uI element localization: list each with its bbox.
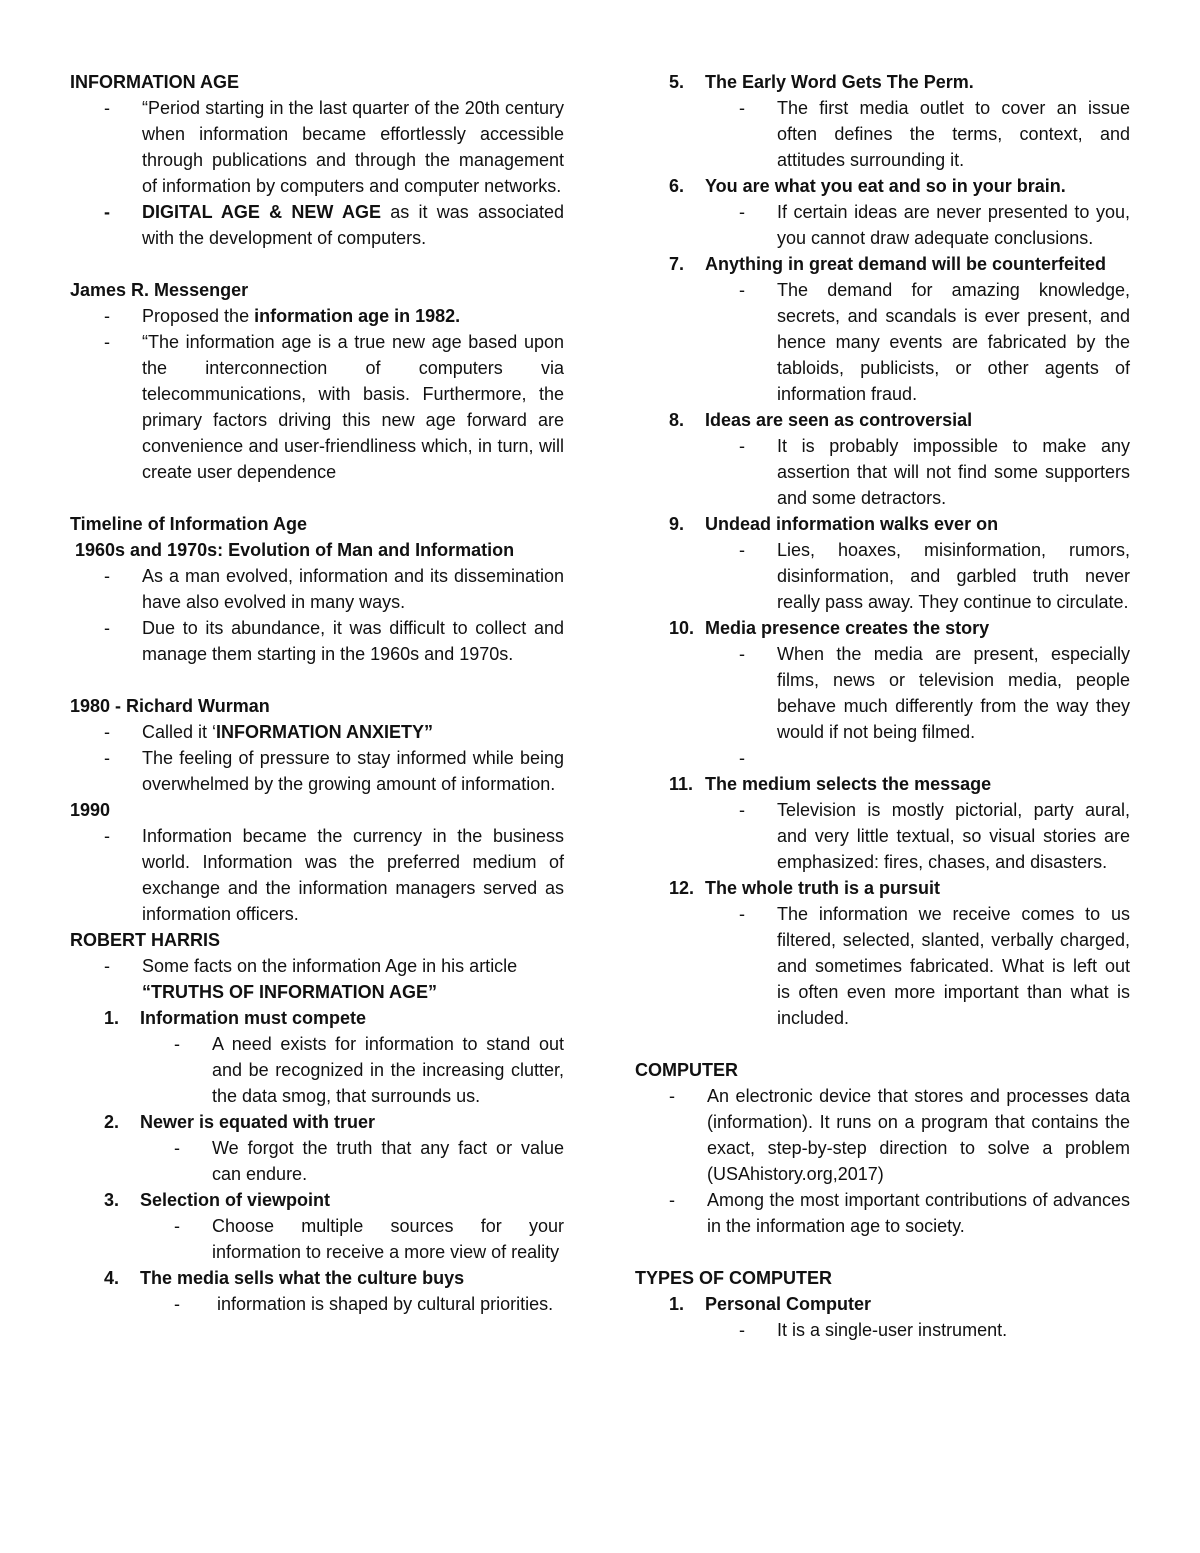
list-item (70, 1135, 564, 1187)
truth-title: The whole truth is a pursuit (705, 878, 941, 898)
truth-number: 5. (669, 72, 685, 92)
truth-description: The first media outlet to cover an issue often defines the terms, context, and attitudes surrounding it. (777, 98, 1130, 170)
type-number: 1. (669, 1294, 685, 1314)
messenger-heading: James R. Messenger (70, 280, 249, 300)
truth-number: 10. (669, 618, 695, 638)
dash-marker: - (174, 1138, 180, 1158)
messenger-quote: “The information age is a true new age based upon the interconnection of computers via telecommunications, with basis. Furthermore, the primary factors driving this new age forward are convenience and user-friendliness which, in turn, will create user dependence (142, 332, 564, 482)
messenger-proposal (142, 303, 564, 329)
wurman-called-it (142, 719, 564, 745)
wurman-heading: 1980 - Richard Wurman (70, 696, 270, 716)
truth-title: Selection of viewpoint (140, 1190, 331, 1210)
type-item (635, 1291, 1130, 1317)
truth-number: 3. (104, 1190, 120, 1210)
list-item (635, 199, 1130, 251)
truth-title: You are what you eat and so in your brain. (705, 176, 1066, 196)
wurman-definition: The feeling of pressure to stay informed while being overwhelmed by the growing amount of information. (142, 748, 564, 794)
truth-description: When the media are present, especially films, news or television media, people behave much differently from the way they would if not being filmed. (777, 644, 1130, 742)
truth-title: Undead information walks ever on (705, 514, 999, 534)
list-item (635, 641, 1130, 745)
dash-marker: - (104, 98, 110, 118)
list-item (70, 953, 564, 1005)
dash-marker: - (739, 748, 745, 768)
list-item (635, 1083, 1130, 1187)
truth-item (635, 875, 1130, 901)
dash-marker: - (104, 332, 110, 352)
digital-age-term: DIGITAL AGE & NEW AGE (142, 202, 381, 222)
truth-description: The information we receive comes to us filtered, selected, slanted, verbally charged, and sometimes fabricated. What is left out is often even more important than what is included. (777, 904, 1130, 1028)
dash-marker: - (669, 1086, 675, 1106)
info-age-alias (142, 199, 564, 251)
list-item (70, 563, 564, 615)
truth-description: If certain ideas are never presented to you, you cannot draw adequate conclusions. (777, 202, 1130, 248)
truth-description: A need exists for information to stand out and be recognized in the increasing clutter, the data smog, that surrounds us. (212, 1034, 564, 1106)
truth-item (635, 407, 1130, 433)
wurman-called-prefix: Called it ‘ (142, 722, 217, 742)
truth-title: The Early Word Gets The Perm. (705, 72, 974, 92)
info-age-heading: INFORMATION AGE (70, 72, 239, 92)
truth-title: Information must compete (140, 1008, 367, 1028)
list-item (635, 277, 1130, 407)
info-age-definition: “Period starting in the last quarter of the 20th century when information became effortlessly accessible through publications and through the management of information by computers and computer networks. (142, 98, 564, 196)
dash-marker: - (104, 748, 110, 768)
dash-marker: - (669, 1190, 675, 1210)
dash-marker: - (104, 826, 110, 846)
truth-description: The demand for amazing knowledge, secrets, and scandals is ever present, and hence many events are fabricated by the tabloids, publicists, or other agents of information fraud. (777, 280, 1130, 404)
truth-item (635, 771, 1130, 797)
timeline-bullet-2: Due to its abundance, it was difficult to collect and manage them starting in the 1960s and 1970s. (142, 618, 564, 664)
computer-definition: An electronic device that stores and processes data (information). It runs on a program that contains the exact, step-by-step direction to solve a problem (USAhistory.org,2017) (707, 1086, 1130, 1184)
truth-number: 12. (669, 878, 695, 898)
harris-heading: ROBERT HARRIS (70, 930, 221, 950)
year-1990-bullet: Information became the currency in the business world. Information was the preferred medium of exchange and the information managers served as information officers. (142, 826, 564, 924)
list-item (70, 745, 564, 797)
truth-number: 8. (669, 410, 685, 430)
list-item (635, 1317, 1130, 1343)
truth-item (70, 1265, 564, 1291)
truth-item (635, 173, 1130, 199)
dash-marker: - (739, 98, 745, 118)
harris-bullet (142, 953, 564, 1005)
list-item (635, 797, 1130, 875)
truth-item (635, 615, 1130, 641)
computer-contribution: Among the most important contributions of advances in the information age to society. (707, 1190, 1130, 1236)
types-heading: TYPES OF COMPUTER (635, 1268, 833, 1288)
truth-description: Lies, hoaxes, misinformation, rumors, disinformation, and garbled truth never really pass away. They continue to circulate. (777, 540, 1130, 612)
truth-number: 4. (104, 1268, 120, 1288)
spacer (635, 1031, 1130, 1057)
list-item (635, 537, 1130, 615)
list-item (635, 433, 1130, 511)
truth-item (70, 1109, 564, 1135)
timeline-heading: Timeline of Information Age (70, 514, 308, 534)
list-item (70, 199, 564, 251)
spacer (70, 667, 564, 693)
type-title: Personal Computer (705, 1294, 872, 1314)
dash-marker: - (739, 202, 745, 222)
dash-marker: - (104, 722, 110, 742)
truth-description: We forgot the truth that any fact or value can endure. (212, 1138, 564, 1184)
truth-title: Newer is equated with truer (140, 1112, 376, 1132)
list-item (70, 719, 564, 745)
right-column (635, 69, 1130, 1343)
truth-description: Television is mostly pictorial, party aural, and very little textual, so visual stories are emphasized: fires, chases, and disasters. (777, 800, 1130, 872)
truth-description: It is probably impossible to make any assertion that will not find some supporters and some detractors. (777, 436, 1130, 508)
dash-marker: - (739, 800, 745, 820)
truth-title: Ideas are seen as controversial (705, 410, 973, 430)
truth-title: The media sells what the culture buys (140, 1268, 465, 1288)
truth-item (70, 1187, 564, 1213)
truth-item (635, 511, 1130, 537)
dash-marker: - (104, 566, 110, 586)
truth-number: 2. (104, 1112, 120, 1132)
computer-heading: COMPUTER (635, 1060, 738, 1080)
harris-bullet-text: Some facts on the information Age in his article (142, 956, 518, 976)
truth-item (70, 1005, 564, 1031)
left-column (70, 69, 564, 1317)
dash-marker: - (739, 904, 745, 924)
harris-article-title: “TRUTHS OF INFORMATION AGE” (142, 982, 437, 1002)
year-1990-heading: 1990 (70, 800, 111, 820)
spacer (70, 485, 564, 511)
truth-number: 7. (669, 254, 685, 274)
dash-marker: - (739, 436, 745, 456)
dash-marker: - (174, 1216, 180, 1236)
information-anxiety-term: INFORMATION ANXIETY” (216, 722, 434, 742)
truth-description: information is shaped by cultural priorities. (212, 1294, 554, 1314)
truth-item (635, 69, 1130, 95)
list-item (70, 615, 564, 667)
list-item (70, 95, 564, 199)
truth-title: The medium selects the message (705, 774, 992, 794)
messenger-proposal-prefix: Proposed the (142, 306, 255, 326)
truth-item (635, 251, 1130, 277)
truth-description: Choose multiple sources for your information to receive a more view of reality (212, 1216, 564, 1262)
truth-number: 9. (669, 514, 685, 534)
truth-title: Anything in great demand will be counterfeited (705, 254, 1107, 274)
dash-marker: - (104, 956, 110, 976)
timeline-subheading: 1960s and 1970s: Evolution of Man and Information (70, 540, 515, 560)
timeline-bullet-1: As a man evolved, information and its dissemination have also evolved in many ways. (142, 566, 564, 612)
list-item (635, 1187, 1130, 1239)
truth-title: Media presence creates the story (705, 618, 990, 638)
list-item (70, 303, 564, 329)
spacer (635, 1239, 1130, 1265)
dash-marker: - (174, 1294, 180, 1314)
truth-number: 6. (669, 176, 685, 196)
dash-marker: - (739, 644, 745, 664)
type-description: It is a single-user instrument. (777, 1320, 1008, 1340)
dash-marker: - (739, 1320, 745, 1340)
list-item (70, 1291, 564, 1317)
digital-age-text: as it was associated with the development of computers. (142, 202, 564, 248)
list-item (70, 1031, 564, 1109)
dash-marker: - (174, 1034, 180, 1054)
truth-number: 11. (669, 774, 694, 794)
dash-marker: - (104, 618, 110, 638)
truth-number: 1. (104, 1008, 120, 1028)
messenger-proposal-bold: information age in 1982. (254, 306, 461, 326)
empty-list-item (635, 745, 1130, 771)
list-item (70, 823, 564, 927)
dash-marker: - (739, 540, 745, 560)
list-item (70, 1213, 564, 1265)
dash-marker: - (104, 202, 110, 222)
dash-marker: - (104, 306, 110, 326)
list-item (635, 95, 1130, 173)
list-item (70, 329, 564, 485)
dash-marker: - (739, 280, 745, 300)
list-item (635, 901, 1130, 1031)
spacer (70, 251, 564, 277)
